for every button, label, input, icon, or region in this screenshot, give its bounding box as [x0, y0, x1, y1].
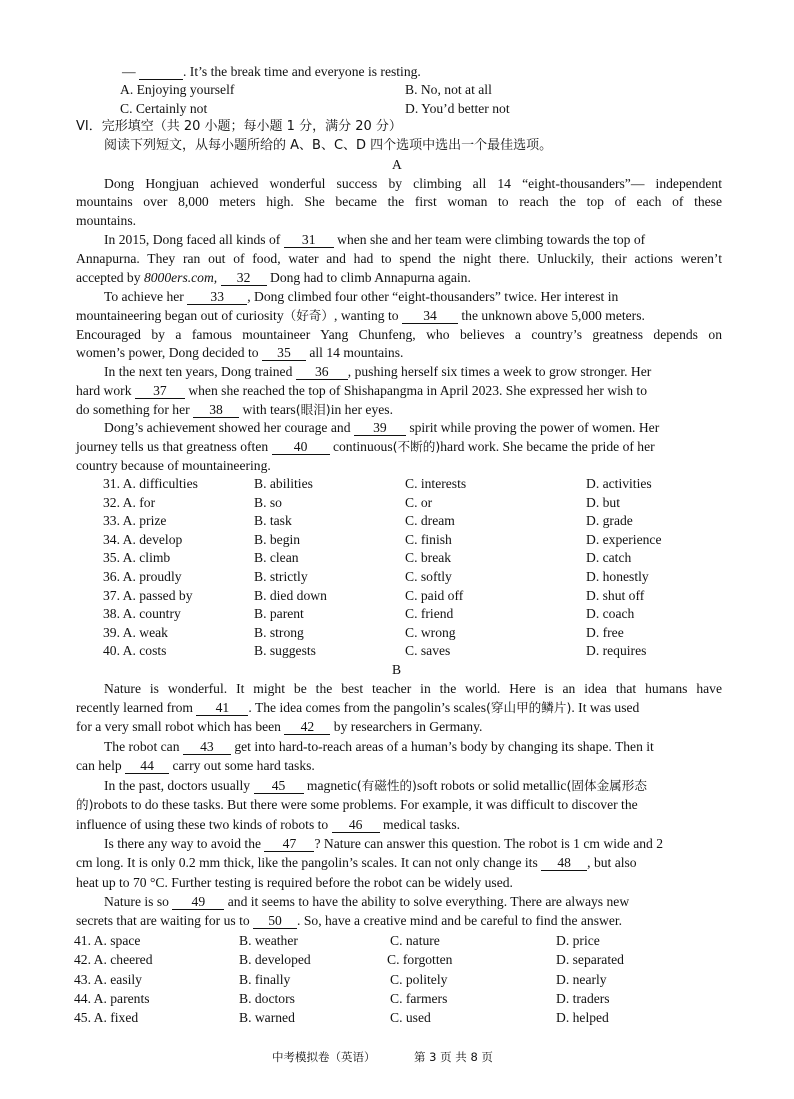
option-d: D. grade: [586, 513, 633, 528]
option-d: D. price: [556, 933, 600, 948]
option-c: C. finish: [405, 532, 452, 547]
option-b: B. begin: [254, 532, 301, 547]
text: secrets that are waiting for us to: [76, 913, 250, 928]
blank-40: 40: [272, 439, 330, 455]
option-d: D. free: [586, 625, 624, 640]
option-d: D. helped: [556, 1010, 609, 1025]
option-row-40: [0, 641, 794, 660]
answer-blank: [139, 64, 183, 80]
blank-36: 36: [296, 364, 348, 380]
text: . So, have a creative mind and be careful to find the answer.: [297, 913, 623, 928]
option-row-31: [0, 474, 794, 493]
option-a: A. Enjoying yourself: [120, 82, 235, 97]
option-a: 35. A. climb: [103, 550, 171, 565]
text: carry out some hard tasks.: [172, 758, 315, 773]
section-instruction-text: 阅读下列短文，从每小题所给的 A、B、C、D 四个选项中选出一个最佳选项。: [104, 138, 553, 153]
option-a: 43. A. easily: [74, 972, 142, 987]
text: cm long. It is only 0.2 mm thick, like the pangolin’s scales. It can not only change its: [76, 855, 538, 870]
text: Dong’s achievement showed her courage and: [104, 420, 351, 435]
text: soft robots or solid metallic: [416, 778, 567, 793]
option-a: 36. A. proudly: [103, 569, 182, 584]
chinese-gloss: 的): [76, 797, 94, 812]
footer-page-number: 第 3 页 共 8 页: [414, 1050, 493, 1064]
option-c: C. softly: [405, 569, 452, 584]
text: get into hard-to-reach areas of a human’s body by changing its shape. Then it: [234, 739, 654, 754]
text: spirit while proving the power of women. Her: [409, 420, 660, 435]
option-a: 40. A. costs: [103, 643, 167, 658]
option-a: 45. A. fixed: [74, 1010, 139, 1025]
text: journey tells us that greatness often: [76, 439, 269, 454]
option-a: 32. A. for: [103, 495, 156, 510]
option-b: B. so: [254, 495, 282, 510]
option-c: C. forgotten: [387, 952, 453, 967]
blank-37: 37: [135, 383, 185, 399]
option-b: B. finally: [239, 972, 291, 987]
blank-43: 43: [183, 739, 231, 755]
option-a: 33. A. prize: [103, 513, 167, 528]
option-row-41: [0, 931, 794, 950]
text: In the next ten years, Dong trained: [104, 364, 293, 379]
text: recently learned from: [76, 700, 193, 715]
blank-50: 50: [253, 913, 297, 929]
blank-49: 49: [172, 894, 224, 910]
text: To achieve her: [104, 289, 184, 304]
option-c: C. or: [405, 495, 433, 510]
text: hard work. She became the pride of her: [440, 439, 655, 454]
option-d: D. catch: [586, 550, 632, 565]
section-title: [0, 117, 794, 136]
option-d: D. requires: [586, 643, 647, 658]
option-row-45: [0, 1008, 794, 1027]
text: and it seems to have the ability to solve everything. There are always new: [227, 894, 630, 909]
text: Is there any way to avoid the: [104, 836, 262, 851]
text: magnetic: [306, 778, 357, 793]
option-row-37: [0, 586, 794, 605]
option-c: C. farmers: [390, 991, 448, 1006]
blank-44: 44: [125, 758, 169, 774]
text: , pushing herself six times a week to grow stronger. Her: [347, 364, 652, 379]
option-a: 39. A. weak: [103, 625, 168, 640]
chinese-gloss: (固体金属形态: [566, 778, 647, 793]
text: hard work: [76, 383, 132, 398]
option-d: D. You’d better not: [405, 101, 510, 116]
paragraph-line: Dong Hongjuan achieved wonderful success by climbing all 14 “eight-thousanders”— independent: [104, 176, 722, 191]
chinese-gloss: (不断的): [392, 439, 441, 454]
website-name: 8000ers.com,: [143, 270, 218, 285]
option-b: B. strong: [254, 625, 304, 640]
text: the unknown above 5,000 meters.: [461, 308, 645, 323]
option-c: C. saves: [405, 643, 451, 658]
blank-46: 46: [332, 817, 380, 833]
prev-question-stem: [0, 62, 794, 81]
blank-34: 34: [402, 308, 458, 324]
option-d: D. coach: [586, 606, 635, 621]
option-a: 34. A. develop: [103, 532, 183, 547]
passage-label: A: [392, 157, 402, 172]
text: medical tasks.: [383, 817, 461, 832]
option-a: 31. A. difficulties: [103, 476, 198, 491]
option-c: C. wrong: [405, 625, 456, 640]
text: Nature is so: [104, 894, 169, 909]
option-d: D. traders: [556, 991, 610, 1006]
blank-35: 35: [262, 345, 306, 361]
text: for a very small robot which has been: [76, 719, 281, 734]
paragraph-line: heat up to 70 °C. Further testing is required before the robot can be widely used.: [76, 875, 513, 890]
text: robots to do these tasks. But there were some problems. For example, it was difficult to discover the: [93, 797, 638, 812]
text: all 14 mountains.: [309, 345, 404, 360]
text: mountaineering began out of curiosity: [76, 308, 284, 323]
blank-41: 41: [196, 700, 248, 716]
option-row-32: [0, 493, 794, 512]
text: with tears: [242, 402, 296, 417]
blank-45: 45: [254, 778, 304, 794]
option-a: 44. A. parents: [74, 991, 150, 1006]
blank-32: 32: [221, 270, 267, 286]
chinese-gloss: (眼泪): [295, 402, 331, 417]
section-instruction: [0, 136, 794, 155]
option-c: C. dream: [405, 513, 455, 528]
paragraph-line: Encouraged by a famous mountaineer Yang Chunfeng, who believes a country’s greatness depends on: [76, 327, 722, 342]
text: do something for her: [76, 402, 190, 417]
paragraph-line: mountains.: [76, 213, 137, 228]
option-a: 38. A. country: [103, 606, 181, 621]
option-c: C. used: [390, 1010, 431, 1025]
option-d: D. experience: [586, 532, 662, 547]
option-row-34: [0, 530, 794, 549]
paragraph-line: country because of mountaineering.: [76, 458, 271, 473]
option-d: D. shut off: [586, 588, 645, 603]
passage-b-label: [0, 660, 794, 679]
stem-dash: —: [122, 64, 139, 79]
text: in her eyes.: [330, 402, 393, 417]
option-b: B. No, not at all: [405, 82, 492, 97]
chinese-gloss: （好奇）: [283, 308, 335, 323]
option-b: B. parent: [254, 606, 304, 621]
footer-exam-title: 中考模拟卷（英语）: [272, 1050, 376, 1064]
option-c: C. break: [405, 550, 452, 565]
option-row-38: [0, 604, 794, 623]
option-b: B. doctors: [239, 991, 295, 1006]
option-b: B. developed: [239, 952, 311, 967]
blank-47: 47: [264, 836, 314, 852]
blank-38: 38: [193, 402, 239, 418]
option-d: D. but: [586, 495, 620, 510]
text: women’s power, Dong decided to: [76, 345, 259, 360]
option-row-44: [0, 989, 794, 1008]
option-c: C. friend: [405, 606, 454, 621]
stem-text: . It’s the break time and everyone is resting.: [183, 64, 421, 79]
option-row-35: [0, 548, 794, 567]
option-a: 42. A. cheered: [74, 952, 153, 967]
option-b: B. strictly: [254, 569, 308, 584]
prev-options-row-2: [0, 99, 794, 118]
option-b: B. clean: [254, 550, 299, 565]
blank-39: 39: [354, 420, 406, 436]
option-row-36: [0, 567, 794, 586]
prev-options-row-1: [0, 80, 794, 99]
text: , Dong climbed four other “eight-thousanders” twice. Her interest in: [247, 289, 619, 304]
text: The robot can: [104, 739, 180, 754]
text: accepted by: [76, 270, 141, 285]
chinese-gloss: (穿山甲的鳞片): [485, 700, 572, 715]
option-row-43: [0, 970, 794, 989]
text: ? Nature can answer this question. The robot is 1 cm wide and 2: [314, 836, 664, 851]
section-title-text: VI．完形填空（共 20 小题；每小题 1 分，满分 20 分）: [76, 119, 402, 134]
paragraph-line: Nature is wonderful. It might be the best teacher in the world. Here is an idea that humans have: [104, 681, 722, 696]
text: by researchers in Germany.: [333, 719, 483, 734]
option-c: C. nature: [390, 933, 440, 948]
blank-48: 48: [541, 855, 587, 871]
option-b: B. abilities: [254, 476, 313, 491]
option-d: D. honestly: [586, 569, 649, 584]
text: can help: [76, 758, 122, 773]
option-c: C. politely: [390, 972, 448, 987]
text: Dong had to climb Annapurna again.: [270, 270, 471, 285]
text: , but also: [587, 855, 637, 870]
option-row-33: [0, 511, 794, 530]
text: when she reached the top of Shishapangma in April 2023. She expressed her wish to: [188, 383, 648, 398]
paragraph-line: Annapurna. They ran out of food, water and had to spend the night there. Unluckily, their actions weren’t: [76, 251, 722, 266]
text: . It was used: [571, 700, 640, 715]
option-row-42: [0, 950, 794, 969]
text: In 2015, Dong faced all kinds of: [104, 232, 281, 247]
text: continuous: [332, 439, 393, 454]
text: , wanting to: [334, 308, 399, 323]
option-c: C. paid off: [405, 588, 464, 603]
chinese-gloss: (有磁性的): [356, 778, 417, 793]
option-a: 41. A. space: [74, 933, 141, 948]
paragraph-line: mountains over 8,000 meters high. She became the first woman to reach the top of each of these: [76, 194, 722, 209]
option-b: B. task: [254, 513, 292, 528]
option-d: D. nearly: [556, 972, 607, 987]
blank-31: 31: [284, 232, 334, 248]
option-d: D. separated: [556, 952, 624, 967]
blank-33: 33: [187, 289, 247, 305]
text: when she and her team were climbing towards the top of: [337, 232, 646, 247]
passage-label: B: [392, 662, 402, 677]
text: influence of using these two kinds of robots to: [76, 817, 329, 832]
option-row-39: [0, 623, 794, 642]
option-b: B. warned: [239, 1010, 295, 1025]
option-b: B. weather: [239, 933, 298, 948]
option-b: B. died down: [254, 588, 327, 603]
option-a: 37. A. passed by: [103, 588, 193, 603]
option-d: D. activities: [586, 476, 652, 491]
page-footer: [0, 1048, 794, 1067]
blank-42: 42: [284, 719, 330, 735]
option-c: C. interests: [405, 476, 467, 491]
text: In the past, doctors usually: [104, 778, 251, 793]
text: . The idea comes from the pangolin’s scales: [248, 700, 486, 715]
passage-a-label: [0, 155, 794, 174]
option-c: C. Certainly not: [120, 101, 208, 116]
option-b: B. suggests: [254, 643, 316, 658]
